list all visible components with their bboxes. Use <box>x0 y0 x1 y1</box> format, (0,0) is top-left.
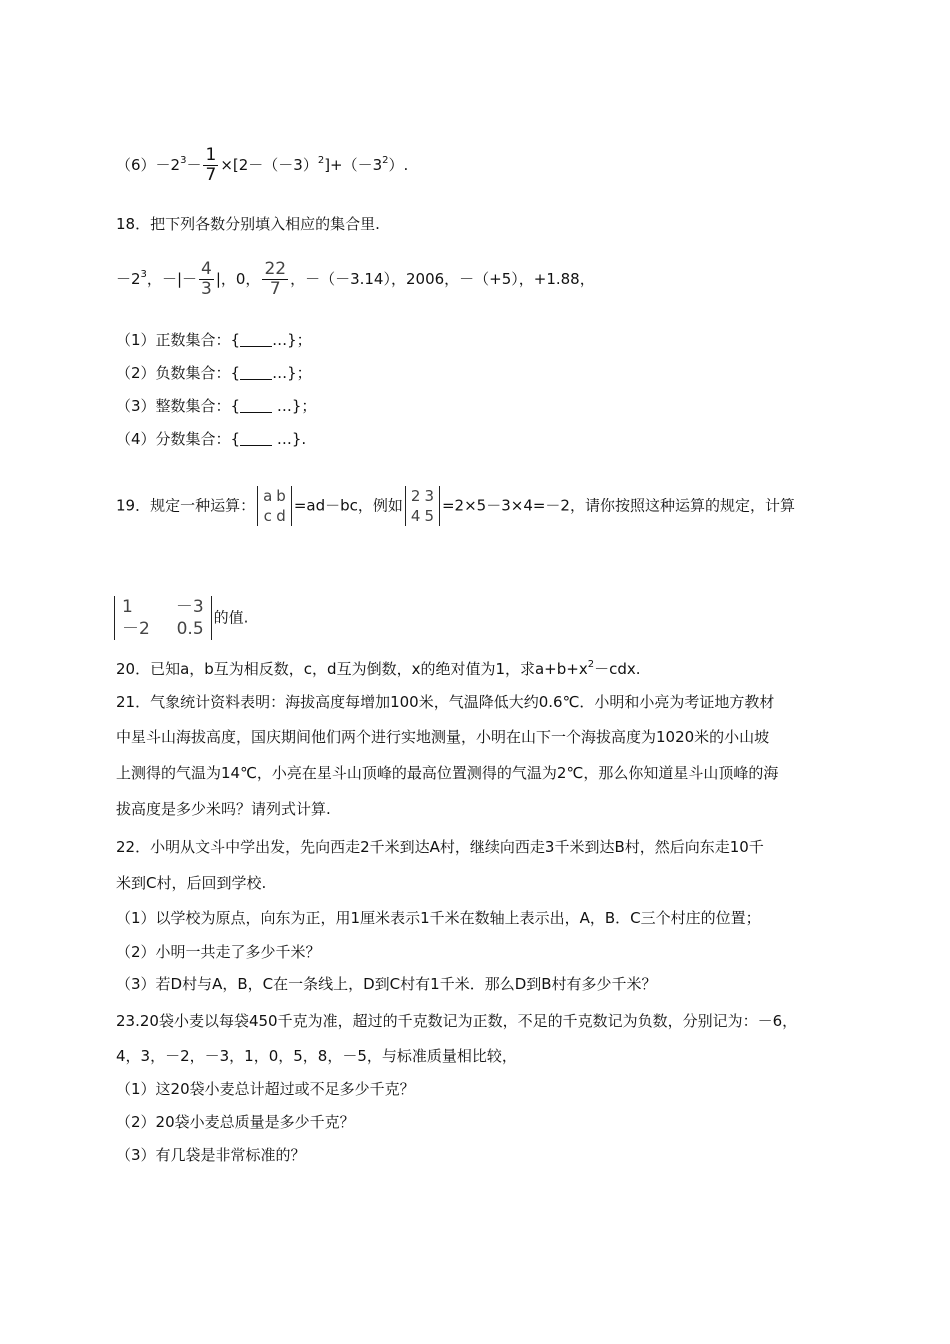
question-19-pre: 19．规定一种运算： <box>116 496 256 515</box>
fraction-denominator: 3 <box>201 279 212 299</box>
determinant-example <box>405 486 440 526</box>
number-2-fraction <box>199 260 214 299</box>
problem-6-op1: － <box>186 156 202 174</box>
fraction-numerator: 1 <box>205 145 217 165</box>
question-18-numbers <box>116 260 595 299</box>
problem-6-exp3: 2 <box>382 155 389 166</box>
matrix-cell: a <box>263 487 273 505</box>
question-19-tail: 的值. <box>213 608 249 627</box>
matrix-cell: 1 <box>122 597 133 617</box>
problem-6-exp2: 2 <box>317 155 325 166</box>
number-1-sep: ， <box>146 270 162 288</box>
problem-6-fraction <box>203 146 218 185</box>
fraction-denominator: 7 <box>269 279 281 299</box>
question-23-sub-2: （2）20袋小麦总质量是多少千克？ <box>116 1113 355 1131</box>
answer-blank[interactable] <box>240 398 272 413</box>
problem-6-part4: ）. <box>388 156 409 174</box>
question-23-line-1: 23.20袋小麦以每袋450千克为准，超过的千克数记为正数，不足的千克数记为负数，分别记为：－6， <box>116 1012 798 1030</box>
question-20-exp: 2 <box>587 659 595 670</box>
determinant-target <box>114 596 212 640</box>
question-19 <box>116 486 795 526</box>
question-21-line-1: 21．气象统计资料表明：海拔高度每增加100米，气温降低大约0.6℃．小明和小亮为考证地方教材 <box>116 693 775 711</box>
set-label: （3）整数集合：{ <box>116 397 241 415</box>
question-23-sub-1: （1）这20袋小麦总计超过或不足多少千克？ <box>116 1080 415 1098</box>
problem-6-exp1: 3 <box>180 155 187 166</box>
question-18-title: 18．把下列各数分别填入相应的集合里. <box>116 215 380 233</box>
set-label: （4）分数集合：{ <box>116 430 241 448</box>
fraction-numerator: 4 <box>201 259 212 279</box>
matrix-cell: －3 <box>175 597 204 617</box>
matrix-cell: 2 <box>410 487 421 505</box>
problem-6-part1: －2 <box>155 156 181 174</box>
number-1-base: －2 <box>116 270 141 288</box>
question-23-sub-3: （3）有几袋是非常标准的？ <box>116 1146 306 1164</box>
question-20 <box>116 659 641 679</box>
matrix-cell: －2 <box>122 619 150 639</box>
answer-blank[interactable] <box>240 431 272 446</box>
fraction-numerator: 22 <box>264 259 287 279</box>
question-21-line-4: 拔高度是多少米吗？请列式计算. <box>116 800 331 818</box>
set-suffix: …}； <box>272 331 312 349</box>
question-22-sub-1: （1）以学校为原点，向东为正，用1厘米表示1千米在数轴上表示出，A，B．C三个村庄的位置； <box>116 909 761 927</box>
fraction-denominator: 7 <box>205 165 217 185</box>
determinant-abcd <box>257 486 292 526</box>
question-22-line-1: 22．小明从文斗中学出发，先向西走2千米到达A村，继续向西走3千米到达B村，然后向东走10千 <box>116 838 764 856</box>
question-23-line-2: 4，3，－2，－3，1，0，5，8，－5，与标准质量相比较， <box>116 1047 517 1065</box>
problem-6-part2: ×[2－（－3） <box>220 156 318 174</box>
number-2-post: |，0， <box>215 270 261 288</box>
set-label: （1）正数集合：{ <box>116 331 241 349</box>
set-suffix: …}； <box>272 364 312 382</box>
matrix-cell: 3 <box>424 487 434 505</box>
set-suffix: …}； <box>272 397 317 415</box>
number-3-fraction <box>262 260 288 299</box>
question-22-line-2: 米到C村，后回到学校. <box>116 874 267 892</box>
matrix-cell: 4 <box>410 507 421 525</box>
question-21-line-3: 上测得的气温为14℃，小亮在星斗山顶峰的最高位置测得的气温为2℃，那么你知道星斗山顶峰的海 <box>116 764 779 782</box>
set-label: （2）负数集合：{ <box>116 364 241 382</box>
set-line-4 <box>116 429 306 449</box>
question-19-mid: =ad－bc，例如 <box>293 496 403 515</box>
number-1-exp: 3 <box>140 269 147 280</box>
matrix-cell: 0.5 <box>176 619 204 639</box>
question-19-post: =2×5－3×4=－2，请你按照这种运算的规定，计算 <box>441 496 795 515</box>
numbers-rest: ，－（－3.14），2006，－（+5），+1.88， <box>290 270 595 288</box>
set-line-2 <box>116 363 312 383</box>
set-line-3 <box>116 396 316 416</box>
number-2-pre: －|－ <box>161 270 197 288</box>
question-21-line-2: 中星斗山海拔高度，国庆期间他们两个进行实地测量，小明在山下一个海拔高度为1020米的小山坡 <box>116 728 770 746</box>
question-20-tail: －cdx. <box>594 660 641 678</box>
answer-blank[interactable] <box>240 365 272 380</box>
problem-6-label: （6） <box>116 156 156 174</box>
matrix-cell: d <box>276 507 286 525</box>
set-suffix: …}. <box>272 430 307 448</box>
set-line-1 <box>116 330 312 350</box>
question-19-target <box>112 596 248 640</box>
matrix-cell: b <box>276 487 286 505</box>
question-22-sub-2: （2）小明一共走了多少千米？ <box>116 943 321 961</box>
question-20-text: 20．已知a，b互为相反数，c，d互为倒数，x的绝对值为1，求a+b+x <box>116 660 588 678</box>
problem-6 <box>116 146 408 185</box>
question-22-sub-3: （3）若D村与A，B，C在一条线上，D到C村有1千米．那么D到B村有多少千米？ <box>116 975 657 993</box>
matrix-cell: 5 <box>424 507 434 525</box>
problem-6-part3: ]+（－3 <box>324 156 383 174</box>
answer-blank[interactable] <box>240 332 272 347</box>
matrix-cell: c <box>263 507 272 525</box>
